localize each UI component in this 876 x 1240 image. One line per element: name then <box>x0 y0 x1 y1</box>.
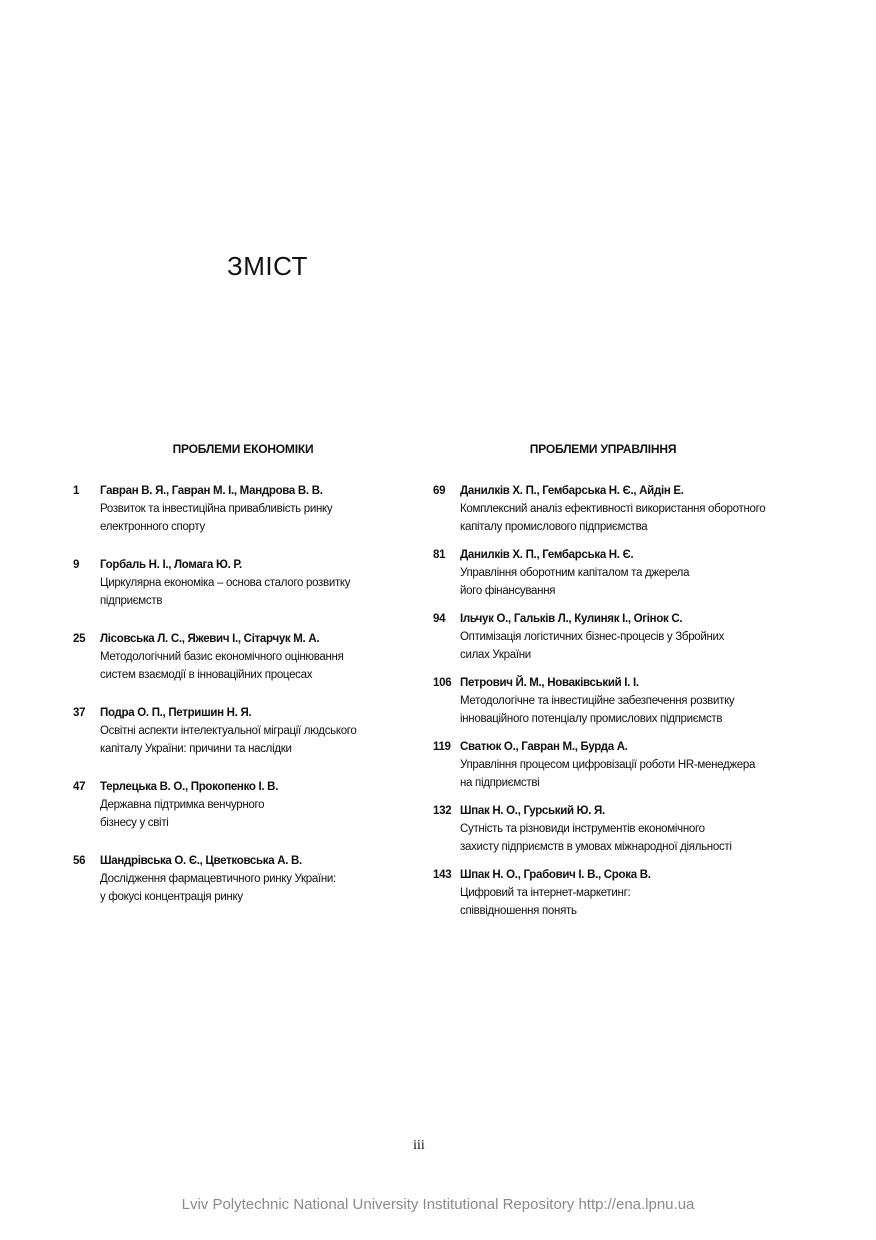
toc-article-title-line: Дослідження фармацевтичного ринку України: <box>100 873 336 885</box>
toc-entry[interactable] <box>433 866 793 920</box>
toc-article-title-line: його фінансування <box>460 585 556 597</box>
toc-authors: Терлецька В. О., Прокопенко І. В. <box>100 781 279 793</box>
toc-entry[interactable] <box>433 738 793 792</box>
toc-authors: Горбаль Н. І., Ломага Ю. Р. <box>100 559 242 571</box>
toc-article-title-line: Циркулярна економіка – основа сталого розвитку <box>100 577 351 589</box>
toc-article-title-line: Оптимізація логістичних бізнес-процесів у Збройних <box>460 631 725 643</box>
toc-page-number: 81 <box>433 549 446 561</box>
toc-page-number: 119 <box>433 741 451 753</box>
toc-article-title-line: електронного спорту <box>100 521 205 533</box>
toc-authors: Лісовська Л. С., Яжевич І., Сітарчук М. А. <box>100 633 320 645</box>
toc-entry[interactable] <box>73 556 418 610</box>
toc-article-title-line: капіталу України: причини та наслідки <box>100 743 292 755</box>
toc-article-title-line: захисту підприємств в умовах міжнародної діяльності <box>460 841 732 853</box>
toc-entry[interactable] <box>433 610 793 664</box>
toc-article-title-line: Методологічне та інвестиційне забезпечення розвитку <box>460 695 735 707</box>
toc-article-title-line: бізнесу у світі <box>100 817 169 829</box>
toc-page-number: 37 <box>73 707 86 719</box>
toc-page-number: 56 <box>73 855 86 867</box>
toc-entry[interactable] <box>433 802 793 856</box>
toc-page-number: 69 <box>433 485 446 497</box>
toc-article-title-line: капіталу промислового підприємства <box>460 521 648 533</box>
toc-entry[interactable] <box>73 482 418 536</box>
section-heading-management: ПРОБЛЕМИ УПРАВЛІННЯ <box>529 442 677 456</box>
repository-footer: Lviv Polytechnic National University Institutional Repository http://ena.lpnu.ua <box>181 1196 695 1213</box>
toc-authors: Шпак Н. О., Грабович І. В., Срока В. <box>460 869 651 881</box>
toc-article-title-line: Цифровий та інтернет-маркетинг: <box>460 887 631 899</box>
toc-authors: Шандрівська О. Є., Цветковська А. В. <box>100 855 302 867</box>
toc-article-title-line: Методологічний базис економічного оцінювання <box>100 651 344 663</box>
toc-article-title-line: інноваційного потенціалу промислових підприємств <box>460 713 723 725</box>
page-number: iii <box>413 1138 425 1153</box>
toc-page-number: 47 <box>73 781 86 793</box>
toc-article-title-line: Комплексний аналіз ефективності використання оборотного <box>460 503 766 515</box>
page-title: ЗМІСТ <box>227 251 308 281</box>
toc-authors: Данилків Х. П., Гембарська Н. Є., Айдін Е. <box>460 485 684 497</box>
toc-article-title-line: Управління процесом цифровізації роботи HR-менеджера <box>460 759 756 771</box>
toc-page-number: 94 <box>433 613 446 625</box>
toc-column-economics <box>73 440 418 926</box>
toc-page-number: 9 <box>73 559 80 571</box>
toc-entry[interactable] <box>73 630 418 684</box>
toc-article-title-line: на підприємстві <box>460 777 540 789</box>
toc-entry[interactable] <box>73 778 418 832</box>
toc-page-number: 143 <box>433 869 452 881</box>
toc-article-title-line: Освітні аспекти інтелектуальної міграції людського <box>100 725 357 737</box>
toc-entry[interactable] <box>73 852 418 906</box>
toc-entry[interactable] <box>433 482 793 536</box>
toc-article-title-line: Державна підтримка венчурного <box>100 799 265 811</box>
toc-article-title-line: Розвиток та інвестиційна привабливість ринку <box>100 503 333 515</box>
toc-entry[interactable] <box>433 546 793 600</box>
toc-article-title-line: силах України <box>460 649 531 661</box>
toc-article-title-line: Сутність та різновиди інструментів економічного <box>460 823 705 835</box>
toc-article-title-line: у фокусі концентрація ринку <box>100 891 243 903</box>
toc-article-title-line: Управління оборотним капіталом та джерела <box>460 567 690 579</box>
toc-authors: Сватюк О., Гавран М., Бурда А. <box>460 741 628 753</box>
toc-column-management <box>433 440 793 930</box>
toc-page-number: 25 <box>73 633 86 645</box>
toc-article-title-line: підприємств <box>100 595 163 607</box>
toc-entry[interactable] <box>433 674 793 728</box>
toc-entry[interactable] <box>73 704 418 758</box>
toc-article-title-line: систем взаємодії в інноваційних процесах <box>100 669 313 681</box>
toc-page-number: 1 <box>73 485 80 497</box>
toc-authors: Данилків Х. П., Гембарська Н. Є. <box>460 549 634 561</box>
toc-authors: Гавран В. Я., Гавран М. І., Мандрова В. В. <box>100 485 323 497</box>
toc-page-number: 132 <box>433 805 452 817</box>
toc-article-title-line: співвідношення понять <box>460 905 577 917</box>
toc-page-number: 106 <box>433 677 452 689</box>
section-heading-economics: ПРОБЛЕМИ ЕКОНОМІКИ <box>172 442 314 456</box>
toc-authors: Шпак Н. О., Гурський Ю. Я. <box>460 805 605 817</box>
toc-authors: Подра О. П., Петришин Н. Я. <box>100 707 252 719</box>
toc-authors: Ільчук О., Гальків Л., Кулиняк І., Огінок С. <box>460 613 683 625</box>
toc-authors: Петрович Й. М., Новаківський І. І. <box>460 677 639 689</box>
